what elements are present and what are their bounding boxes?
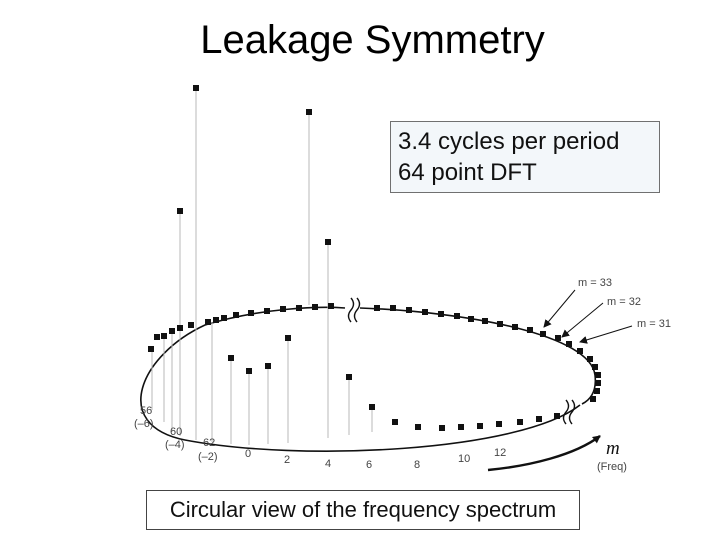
bin-label-56: 56 bbox=[140, 405, 153, 417]
spectrum-ring-points bbox=[148, 303, 601, 431]
bin-label-60-sub: (–4) bbox=[165, 439, 185, 451]
spectrum-stems bbox=[152, 88, 372, 445]
bin-label-0: 0 bbox=[245, 448, 252, 460]
axis-symbol-m: m bbox=[606, 438, 620, 459]
bin-label-56-sub: (–6) bbox=[134, 418, 154, 430]
bin-labels bbox=[134, 405, 506, 471]
bin-label-62-sub: (–2) bbox=[198, 451, 218, 463]
info-dft-size: 64 point DFT bbox=[398, 159, 537, 186]
info-box bbox=[390, 121, 660, 193]
info-cycles: 3.4 cycles per period bbox=[398, 128, 620, 155]
spectrum-peak-points bbox=[177, 85, 375, 410]
axis-unit-label: (Freq) bbox=[597, 461, 627, 473]
m-label-32: m = 32 bbox=[607, 296, 641, 308]
bin-label-4: 4 bbox=[325, 458, 332, 470]
spectrum-ring-back bbox=[360, 308, 595, 404]
break-mark-top bbox=[349, 298, 360, 322]
m-label-33: m = 33 bbox=[578, 277, 612, 289]
page-title: Leakage Symmetry bbox=[200, 18, 545, 62]
bin-label-62: 62 bbox=[203, 437, 216, 449]
bin-label-8: 8 bbox=[414, 459, 421, 471]
bin-label-10: 10 bbox=[458, 453, 471, 465]
bin-label-6: 6 bbox=[366, 459, 373, 471]
bin-label-12: 12 bbox=[494, 447, 507, 459]
bin-label-60: 60 bbox=[170, 426, 183, 438]
caption-box: Circular view of the frequency spectrum bbox=[146, 490, 580, 530]
bin-label-2: 2 bbox=[284, 454, 291, 466]
m-label-31: m = 31 bbox=[637, 318, 671, 330]
